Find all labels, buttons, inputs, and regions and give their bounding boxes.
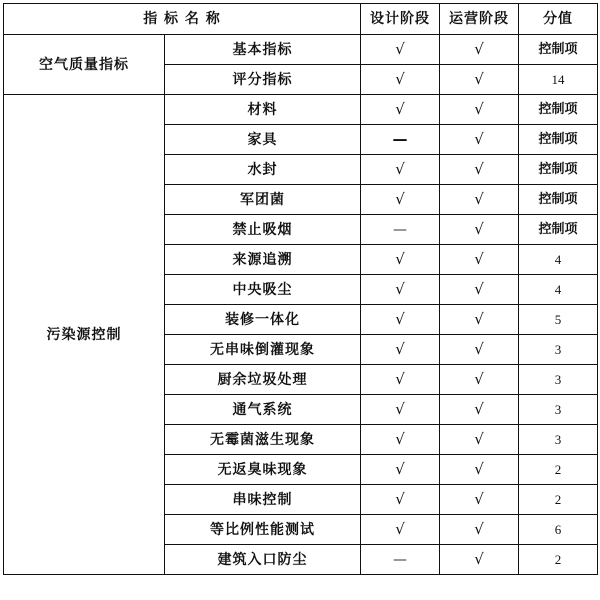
item-name: 无霉菌滋生现象 — [165, 425, 361, 455]
operation-mark: √ — [440, 275, 519, 305]
design-mark: √ — [361, 455, 440, 485]
score-value: 14 — [519, 65, 598, 95]
item-name: 无返臭味现象 — [165, 455, 361, 485]
operation-mark: √ — [440, 35, 519, 65]
item-name: 厨余垃圾处理 — [165, 365, 361, 395]
score-value: 5 — [519, 305, 598, 335]
header-operation-stage: 运营阶段 — [440, 4, 519, 35]
item-name: 串味控制 — [165, 485, 361, 515]
score-value: 6 — [519, 515, 598, 545]
item-name: 评分指标 — [165, 65, 361, 95]
score-value: 3 — [519, 395, 598, 425]
score-value: 控制项 — [519, 125, 598, 155]
header-score: 分值 — [519, 4, 598, 35]
operation-mark: √ — [440, 455, 519, 485]
design-mark: — — [361, 545, 440, 575]
item-name: 来源追溯 — [165, 245, 361, 275]
score-value: 4 — [519, 245, 598, 275]
operation-mark: √ — [440, 335, 519, 365]
design-mark: √ — [361, 155, 440, 185]
design-mark: √ — [361, 395, 440, 425]
operation-mark: √ — [440, 245, 519, 275]
score-value: 4 — [519, 275, 598, 305]
score-value: 2 — [519, 545, 598, 575]
group-air-quality: 空气质量指标 — [4, 35, 165, 95]
operation-mark: √ — [440, 305, 519, 335]
item-name: 中央吸尘 — [165, 275, 361, 305]
score-value: 控制项 — [519, 35, 598, 65]
operation-mark: √ — [440, 515, 519, 545]
header-indicator-name: 指 标 名 称 — [4, 4, 361, 35]
operation-mark: √ — [440, 65, 519, 95]
operation-mark: √ — [440, 125, 519, 155]
design-mark: √ — [361, 95, 440, 125]
design-mark: √ — [361, 185, 440, 215]
operation-mark: √ — [440, 425, 519, 455]
operation-mark: √ — [440, 395, 519, 425]
item-name: 建筑入口防尘 — [165, 545, 361, 575]
score-value: 控制项 — [519, 185, 598, 215]
operation-mark: √ — [440, 95, 519, 125]
item-name: 基本指标 — [165, 35, 361, 65]
header-design-stage: 设计阶段 — [361, 4, 440, 35]
header-row — [4, 4, 598, 35]
design-mark: √ — [361, 35, 440, 65]
table-row — [4, 95, 598, 125]
item-name: 水封 — [165, 155, 361, 185]
group-pollution-source: 污染源控制 — [4, 95, 165, 575]
score-value: 3 — [519, 425, 598, 455]
operation-mark: √ — [440, 215, 519, 245]
item-name: 等比例性能测试 — [165, 515, 361, 545]
score-value: 控制项 — [519, 155, 598, 185]
operation-mark: √ — [440, 485, 519, 515]
item-name: 家具 — [165, 125, 361, 155]
item-name: 无串味倒灌现象 — [165, 335, 361, 365]
score-value: 2 — [519, 455, 598, 485]
design-mark: √ — [361, 305, 440, 335]
score-value: 2 — [519, 485, 598, 515]
item-name: 通气系统 — [165, 395, 361, 425]
indicator-table — [3, 3, 598, 575]
item-name: 军团菌 — [165, 185, 361, 215]
design-mark: √ — [361, 485, 440, 515]
design-mark: — — [361, 215, 440, 245]
design-mark: √ — [361, 335, 440, 365]
table-row — [4, 35, 598, 65]
item-name: 禁止吸烟 — [165, 215, 361, 245]
design-mark: √ — [361, 515, 440, 545]
score-value: 控制项 — [519, 215, 598, 245]
design-mark: √ — [361, 65, 440, 95]
design-mark: √ — [361, 365, 440, 395]
design-mark: √ — [361, 425, 440, 455]
score-value: 控制项 — [519, 95, 598, 125]
operation-mark: √ — [440, 545, 519, 575]
operation-mark: √ — [440, 155, 519, 185]
operation-mark: √ — [440, 185, 519, 215]
item-name: 装修一体化 — [165, 305, 361, 335]
design-mark: √ — [361, 275, 440, 305]
design-mark: — — [361, 125, 440, 155]
score-value: 3 — [519, 335, 598, 365]
score-value: 3 — [519, 365, 598, 395]
design-mark: √ — [361, 245, 440, 275]
item-name: 材料 — [165, 95, 361, 125]
operation-mark: √ — [440, 365, 519, 395]
